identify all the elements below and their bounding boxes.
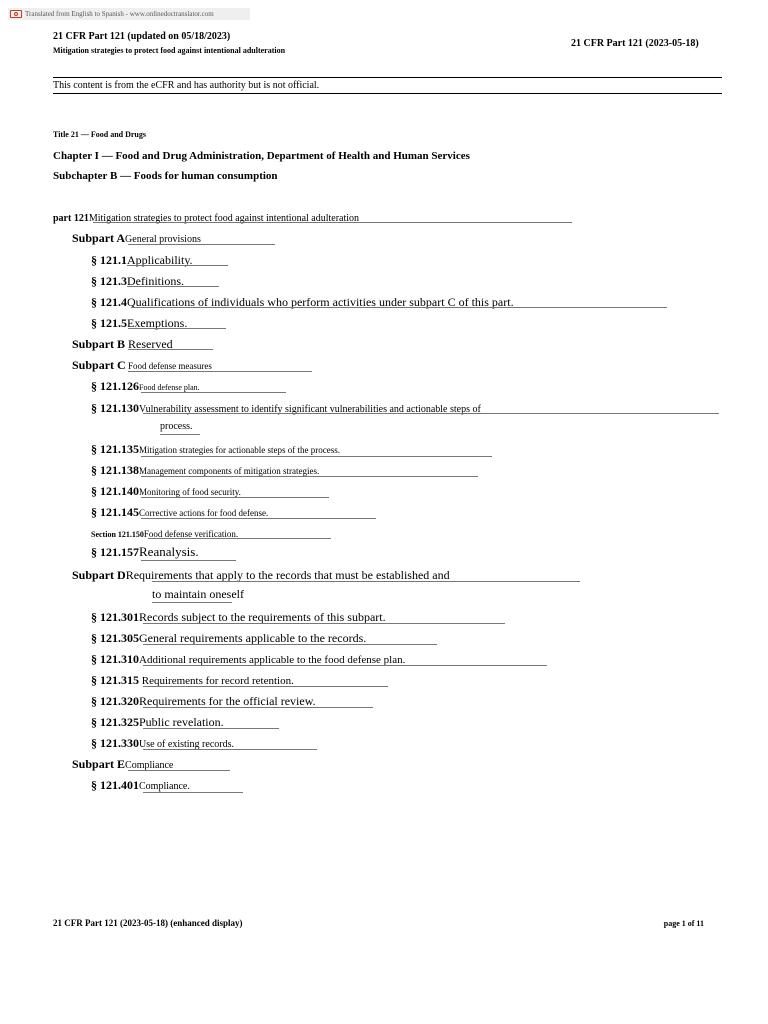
toc-label: Subpart B [72, 337, 126, 351]
leader-line [131, 307, 667, 308]
leader-line [127, 286, 219, 287]
toc-label: Subpart D [72, 568, 126, 582]
subchapter-heading: Subchapter B — Foods for human consumption [53, 170, 278, 182]
leader-line [143, 686, 388, 687]
toc-label: § 121.130 [91, 401, 139, 415]
toc-label: § 121.145 [91, 505, 139, 519]
toc-text: Requirements for the official review. [139, 694, 316, 708]
leader-line [143, 644, 437, 645]
toc-label: § 121.330 [91, 736, 139, 750]
leader-line [128, 244, 275, 245]
toc-text: General requirements applicable to the records. [139, 631, 367, 645]
toc-label: § 121.140 [91, 484, 139, 498]
toc-text: Corrective actions for food defense. [139, 508, 269, 518]
header-right: 21 CFR Part 121 (2023-05-18) [571, 38, 699, 49]
toc-text: Additional requirements applicable to the food defense plan. [139, 654, 406, 666]
toc-part-text: Mitigation strategies to protect food against intentional adulteration [88, 213, 360, 224]
toc-text: Mitigation strategies for actionable steps of the process. [139, 445, 340, 455]
leader-line [128, 770, 230, 771]
toc-text: Food defense plan. [139, 383, 200, 392]
toc-label: § 121.126 [91, 379, 139, 393]
toc-label: Subpart E [72, 757, 126, 771]
toc-text: Food defense measures [125, 361, 212, 371]
leader-line [93, 222, 572, 223]
leader-line [152, 581, 580, 582]
toc-text: Requirements for record retention. [139, 675, 294, 687]
toc-text: Definitions. [127, 274, 184, 288]
page-number: page 1 of 11 [663, 919, 704, 928]
toc-label: § 121.3 [91, 274, 127, 288]
leader-line [127, 265, 228, 266]
toc-label: § 121.4 [91, 295, 127, 309]
chapter-heading: Chapter I — Food and Drug Administration, Department of Health and Human Services [53, 150, 470, 162]
toc-text: Compliance [125, 760, 174, 771]
leader-line [143, 623, 505, 624]
toc-label: § 121.157 [91, 545, 139, 559]
toc-text: Records subject to the requirements of this subpart. [139, 610, 386, 624]
toc-label: § 121.301 [91, 610, 139, 624]
divider-top [53, 77, 722, 78]
toc-label: Subpart A [72, 231, 126, 245]
toc-text: Applicability. [127, 253, 193, 267]
leader-line [128, 349, 213, 350]
toc-text: Food defense verification. [143, 529, 239, 539]
toc-label: § 121.138 [91, 463, 139, 477]
toc-label: § 121.320 [91, 694, 139, 708]
leader-line [141, 476, 478, 477]
leader-line [141, 518, 376, 519]
title-heading: Title 21 — Food and Drugs [53, 130, 146, 139]
toc-label: Subpart C [72, 358, 126, 372]
toc-label: § 121.325 [91, 715, 139, 729]
toc-label: § 121.315 [91, 673, 139, 687]
toc-part-label: part 121 [53, 213, 89, 224]
toc-text: Public revelation. [139, 715, 224, 729]
divider-bottom [53, 93, 722, 94]
toc-text: Monitoring of food security. [139, 487, 241, 497]
leader-line [128, 328, 226, 329]
translator-logo-icon [10, 10, 22, 18]
toc-label: § 121.5 [91, 316, 127, 330]
leader-line [141, 456, 492, 457]
header-title: 21 CFR Part 121 (updated on 05/18/2023) [53, 31, 231, 42]
leader-line [143, 728, 279, 729]
notice-text: This content is from the eCFR and has authority but is not official. [53, 80, 320, 91]
leader-line [143, 707, 373, 708]
leader-line [143, 749, 317, 750]
leader-line [152, 602, 232, 603]
footer-left: 21 CFR Part 121 (2023-05-18) (enhanced display) [53, 918, 243, 928]
leader-line [141, 560, 236, 561]
toc-text: Exemptions. [127, 316, 188, 330]
toc-text: Qualifications of individuals who perform activities under subpart C of this part. [127, 295, 514, 309]
toc-text: Use of existing records. [139, 739, 234, 750]
toc-label: § 121.1 [91, 253, 127, 267]
header-subtitle: Mitigation strategies to protect food against intentional adulteration [53, 46, 286, 55]
toc-section-121-135[interactable] [91, 441, 340, 457]
toc-label: § 121.310 [91, 652, 139, 666]
toc-text: General provisions [125, 234, 201, 245]
leader-line [141, 392, 286, 393]
toc-text: Requirements that apply to the records that must be established and [125, 568, 450, 582]
leader-line [143, 792, 243, 793]
leader-line [148, 538, 331, 539]
leader-line [160, 434, 200, 435]
toc-section-121-401[interactable] [91, 777, 190, 793]
toc-text: Vulnerability assessment to identify significant vulnerabilities and actionable steps of [139, 404, 481, 415]
leader-line [128, 371, 312, 372]
toc-text: Reserved [125, 337, 173, 351]
toc-label: § 121.401 [91, 778, 139, 792]
toc-text: Reanalysis. [139, 544, 199, 559]
translation-banner [8, 8, 250, 20]
leader-line [143, 413, 719, 414]
toc-label: Section 121.150 [91, 530, 144, 539]
toc-text: Compliance. [139, 781, 190, 792]
leader-line [141, 497, 329, 498]
toc-continuation: to maintain oneself [152, 587, 244, 601]
toc-label: § 121.305 [91, 631, 139, 645]
leader-line [143, 665, 547, 666]
toc-continuation: process. [160, 421, 193, 432]
toc-text: Management components of mitigation strategies. [139, 466, 320, 476]
toc-label: § 121.135 [91, 442, 139, 456]
banner-text: Translated from English to Spanish - www.onlinedoctranslator.com [25, 10, 214, 18]
toc-section-121-157[interactable] [91, 544, 199, 560]
